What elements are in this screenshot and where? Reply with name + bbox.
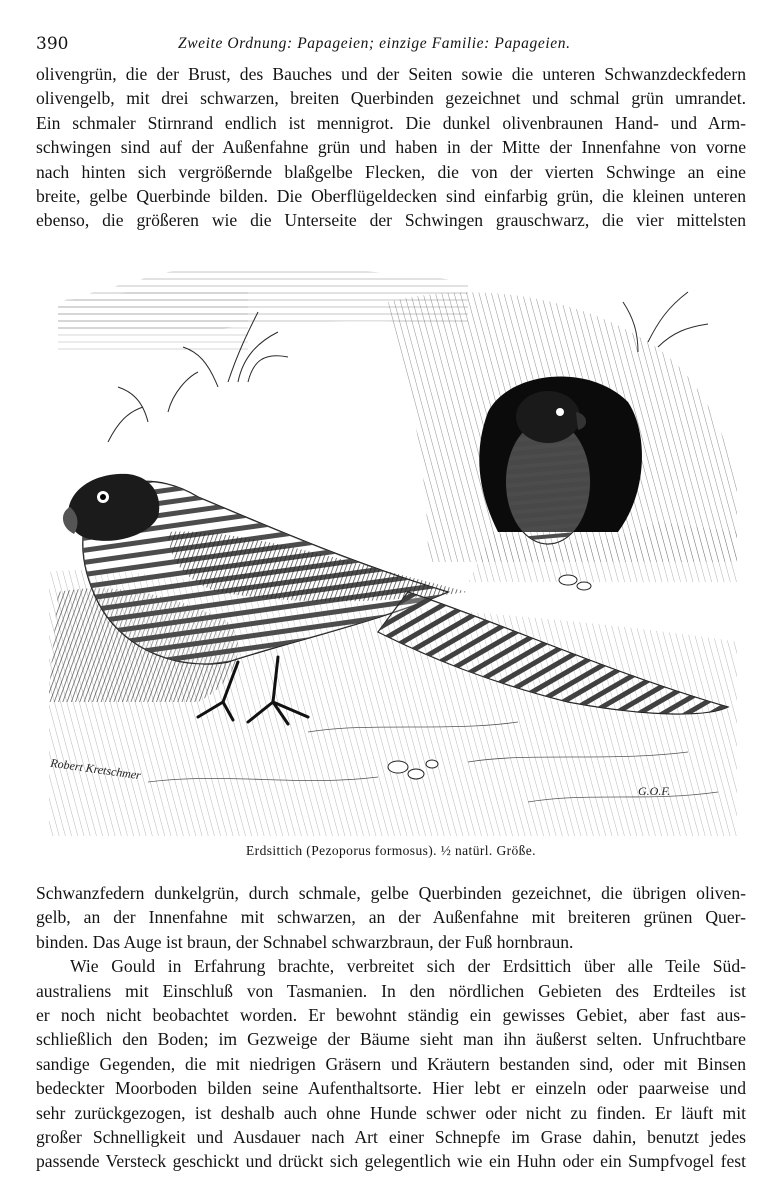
text-line: schwingen sind auf der Außenfahne grün und haben in der Mitte der Innenfahne von vorne	[36, 137, 746, 158]
engraving-illustration	[48, 262, 738, 837]
text-line: binden. Das Auge ist braun, der Schnabel schwarzbraun, der Fuß hornbraun.	[36, 931, 574, 952]
text-line: bedeckter Moorboden bilden seine Aufenthaltsorte. Hier lebt er einzeln oder paarweise und	[36, 1078, 746, 1099]
figure-caption: Erdsittich (Pezoporus formosus). ½ natürl. Größe.	[246, 843, 536, 858]
engraver-monogram: G.O.F.	[638, 784, 671, 798]
bottom-paragraphs	[36, 881, 746, 1174]
text-line: passende Versteck geschickt und drückt sich gelegentlich wie ein Huhn oder ein Sumpfvogel fest	[36, 1151, 746, 1172]
text-line: sehr zurückgezogen, ist deshalb auch ohne Hunde schwer oder nicht zu finden. Er läuft mit	[36, 1102, 746, 1123]
top-paragraph	[36, 62, 746, 233]
text-line: australiens mit Einschluß von Tasmanien. In den nördlichen Gebieten des Erdteiles ist	[36, 980, 746, 1001]
text-line: gelb, an der Innenfahne mit schwarzen, an der Außenfahne mit breiteren grünen Quer-	[36, 907, 746, 928]
text-line: breite, gelbe Querbinde bilden. Die Oberflügeldecken sind einfarbig grün, die kleinen unteren	[36, 185, 746, 206]
page-header	[36, 34, 746, 58]
page-number: 390	[36, 34, 69, 54]
text-line: Ein schmaler Stirnrand endlich ist mennigrot. Die dunkel olivenbraunen Hand- und Arm-	[36, 112, 746, 133]
running-head: Zweite Ordnung: Papageien; einzige Familie: Papageien.	[178, 35, 571, 52]
text-line: er noch nicht beobachtet worden. Er bewohnt ständig ein gewisses Gebiet, aber fast aus-	[36, 1004, 746, 1025]
text-line: olivengrün, die der Brust, des Bauches und der Seiten sowie die unteren Schwanzdeckfedern	[36, 64, 746, 84]
text-line: großer Schnelligkeit und Ausdauer nach Art einer Schnepfe im Grase dahin, benutzt jedes	[36, 1126, 746, 1147]
text-line: ebenso, die größeren wie die Unterseite der Schwingen grauschwarz, die vier mittelsten	[36, 210, 746, 231]
text-line: sandige Gegenden, die mit niedrigen Gräsern und Kräutern bestanden sind, oder mit Binsen	[36, 1053, 746, 1074]
text-line: Schwanzfedern dunkelgrün, durch schmale, gelbe Querbinden gezeichnet, die übrigen oliven-	[36, 883, 746, 903]
text-line: olivengelb, mit drei schwarzen, breiten Querbinden gezeichnet und schmal grün umrandet.	[36, 88, 746, 109]
text-line: Wie Gould in Erfahrung brachte, verbreitet sich der Erdsittich über alle Teile Süd-	[70, 956, 746, 977]
artist-signature: Robert Kretschmer	[49, 755, 142, 783]
text-line: schließlich den Boden; im Gezweige der Bäume sieht man ihn äußerst selten. Unfruchtbare	[36, 1029, 746, 1050]
text-line: nach hinten sich vergrößernde blaßgelbe Flecken, die von der vierten Schwinge an eine	[36, 161, 746, 182]
